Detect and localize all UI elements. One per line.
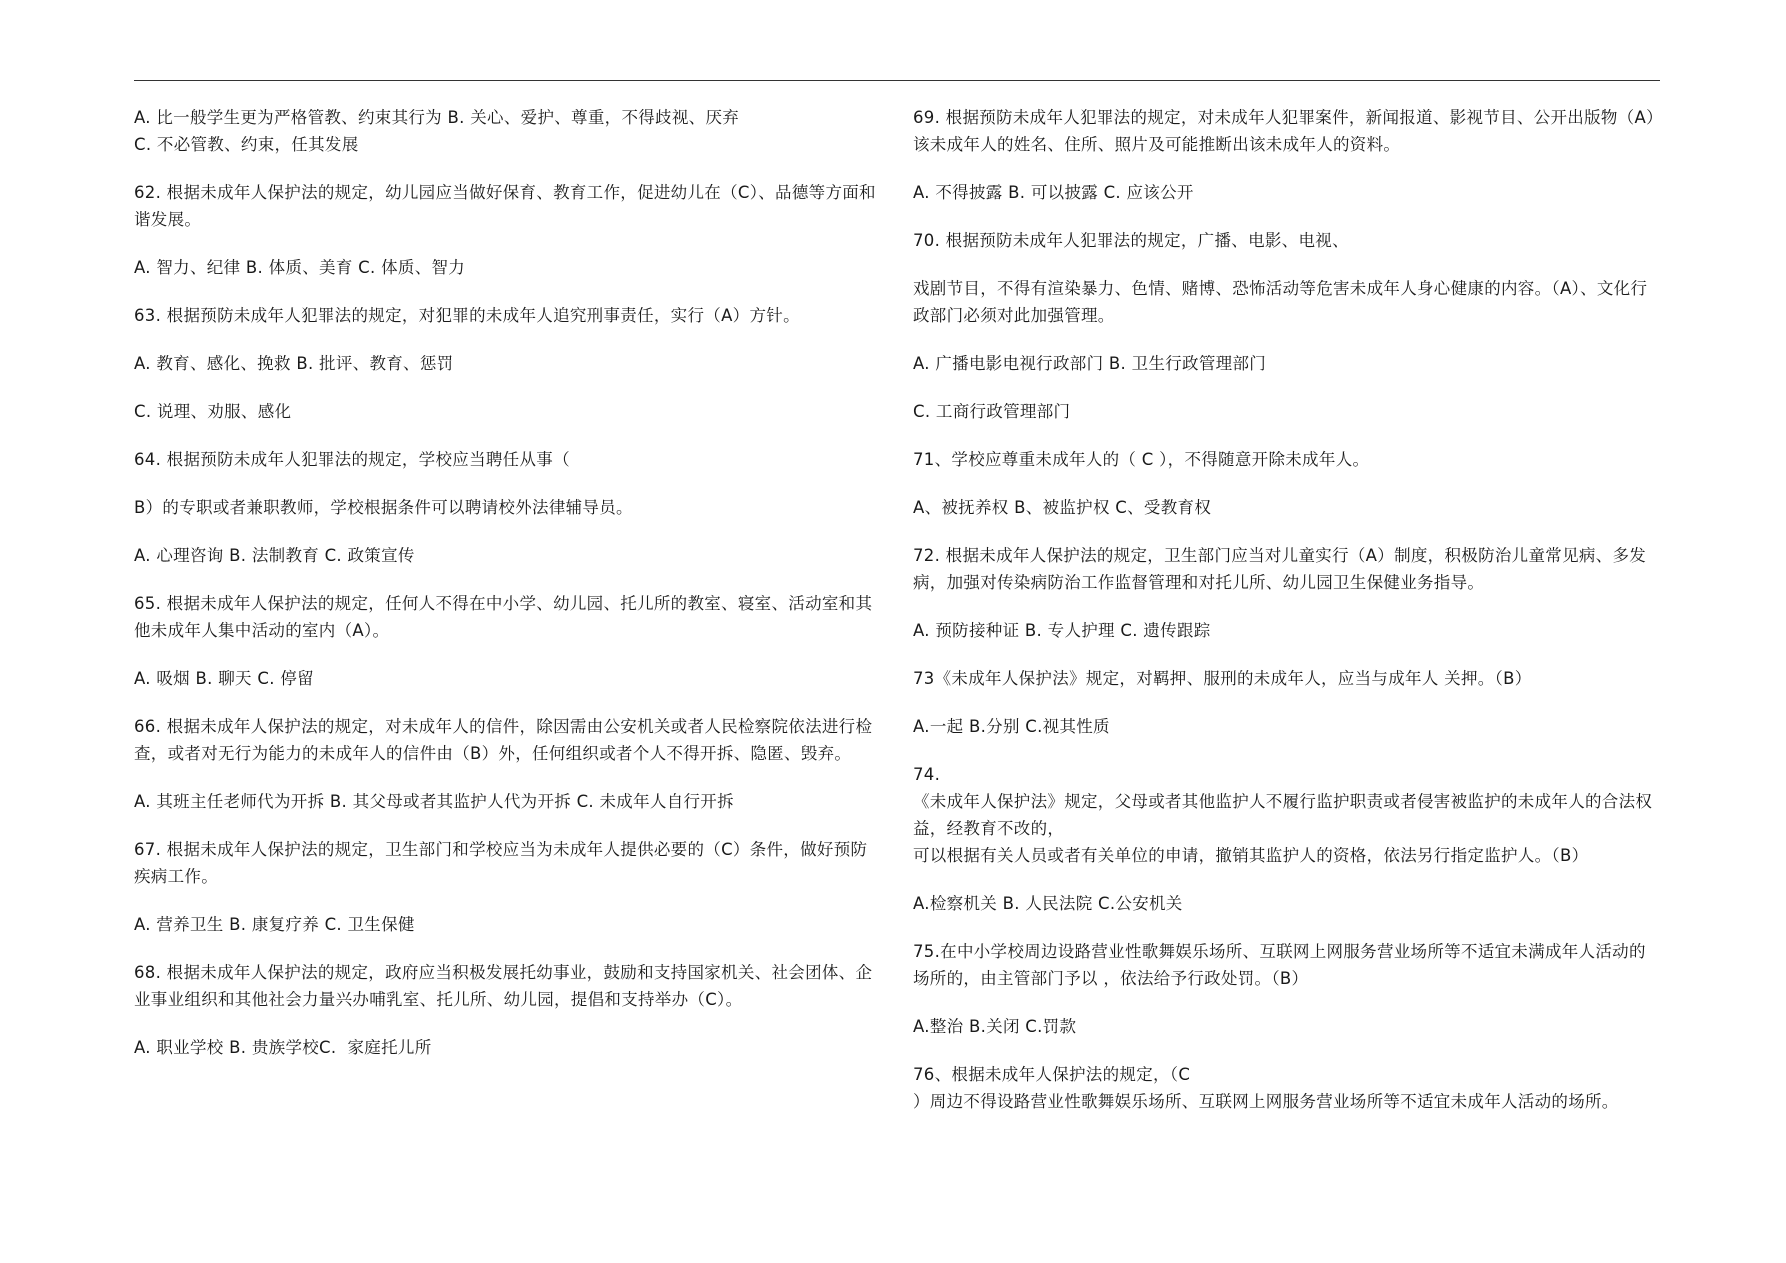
- question-63: 63. 根据预防未成年人犯罪法的规定，对犯罪的未成年人追究刑事责任，实行（A）方针。: [134, 306, 800, 325]
- options-71: A、被抚养权 B、被监护权 C、受教育权: [913, 498, 1212, 517]
- left-column: [134, 104, 880, 1082]
- question-70-cont: 戏剧节目，不得有渲染暴力、色情、赌博、恐怖活动等危害未成年人身心健康的内容。（A）、文化行政部门必须对此加强管理。: [913, 279, 1648, 325]
- options-62: A. 智力、纪律 B. 体质、美育 C. 体质、智力: [134, 258, 466, 277]
- question-70: 70. 根据预防未成年人犯罪法的规定，广播、电影、电视、: [913, 231, 1349, 250]
- question-66: 66. 根据未成年人保护法的规定，对未成年人的信件，除因需由公安机关或者人民检察院依法进行检查，或者对无行为能力的未成年人的信件由（B）外，任何组织或者个人不得开拆、隐匿、毁弃。: [134, 717, 873, 763]
- options-63-c: C. 说理、劝服、感化: [134, 402, 292, 421]
- question-76: 76、根据未成年人保护法的规定，（C ）周边不得设路营业性歌舞娱乐场所、互联网上网服务营业场所等不适宜未成年人活动的场所。: [913, 1065, 1619, 1111]
- options-67: A. 营养卫生 B. 康复疗养 C. 卫生保健: [134, 915, 415, 934]
- question-64: 64. 根据预防未成年人犯罪法的规定，学校应当聘任从事（: [134, 450, 570, 469]
- question-75: 75.在中小学校周边设路营业性歌舞娱乐场所、互联网上网服务营业场所等不适宜未满成年人活动的场所的，由主管部门予以 ，依法给予行政处罚。（B）: [913, 942, 1646, 988]
- paragraph: A. 比一般学生更为严格管教、约束其行为 B. 关心、爱护、尊重，不得歧视、厌弃 C. 不必管教、约束，任其发展: [134, 108, 740, 154]
- question-69: 69. 根据预防未成年人犯罪法的规定，对未成年人犯罪案件，新闻报道、影视节目、公开出版物（A）该未成年人的姓名、住所、照片及可能推断出该未成年人的资料。: [913, 108, 1655, 154]
- options-74: A.检察机关 B. 人民法院 C.公安机关: [913, 894, 1183, 913]
- question-72: 72. 根据未成年人保护法的规定，卫生部门应当对儿童实行（A）制度，积极防治儿童常见病、多发病，加强对传染病防治工作监督管理和对托儿所、幼儿园卫生保健业务指导。: [913, 546, 1647, 592]
- options-63-ab: A. 教育、感化、挽救 B. 批评、教育、惩罚: [134, 354, 454, 373]
- question-65: 65. 根据未成年人保护法的规定，任何人不得在中小学、幼儿园、托儿所的教室、寝室、活动室和其他未成年人集中活动的室内（A）。: [134, 594, 873, 640]
- options-64: A. 心理咨询 B. 法制教育 C. 政策宣传: [134, 546, 415, 565]
- options-70-ab: A. 广播电影电视行政部门 B. 卫生行政管理部门: [913, 354, 1267, 373]
- question-67: 67. 根据未成年人保护法的规定，卫生部门和学校应当为未成年人提供必要的（C）条件，做好预防疾病工作。: [134, 840, 868, 886]
- question-71: 71、学校应尊重未成年人的（ C ），不得随意开除未成年人。: [913, 450, 1370, 469]
- options-72: A. 预防接种证 B. 专人护理 C. 遗传跟踪: [913, 621, 1211, 640]
- question-62: 62. 根据未成年人保护法的规定，幼儿园应当做好保育、教育工作，促进幼儿在（C）、品德等方面和谐发展。: [134, 183, 876, 229]
- question-64-cont: B）的专职或者兼职教师，学校根据条件可以聘请校外法律辅导员。: [134, 498, 633, 517]
- options-66: A. 其班主任老师代为开拆 B. 其父母或者其监护人代为开拆 C. 未成年人自行开拆: [134, 792, 734, 811]
- right-column: [913, 104, 1661, 1136]
- options-75: A.整治 B.关闭 C.罚款: [913, 1017, 1077, 1036]
- options-73: A.一起 B.分别 C.视其性质: [913, 717, 1110, 736]
- question-68: 68. 根据未成年人保护法的规定，政府应当积极发展托幼事业，鼓励和支持国家机关、社会团体、企业事业组织和其他社会力量兴办哺乳室、托儿所、幼儿园，提倡和支持举办（C）。: [134, 963, 873, 1009]
- options-68: A. 职业学校 B. 贵族学校C. 家庭托儿所: [134, 1038, 432, 1057]
- options-69: A. 不得披露 B. 可以披露 C. 应该公开: [913, 183, 1194, 202]
- header-rule: [134, 80, 1660, 81]
- question-73: 73《未成年人保护法》规定，对羁押、服刑的未成年人，应当与成年人 关押。（B）: [913, 669, 1532, 688]
- options-70-c: C. 工商行政管理部门: [913, 402, 1071, 421]
- question-74: 74. 《未成年人保护法》规定，父母或者其他监护人不履行监护职责或者侵害被监护的未成年人的合法权益，经教育不改的， 可以根据有关人员或者有关单位的申请，撤销其监护人的资格，依法另行指定监护人。（B）: [913, 765, 1653, 865]
- options-65: A. 吸烟 B. 聊天 C. 停留: [134, 669, 314, 688]
